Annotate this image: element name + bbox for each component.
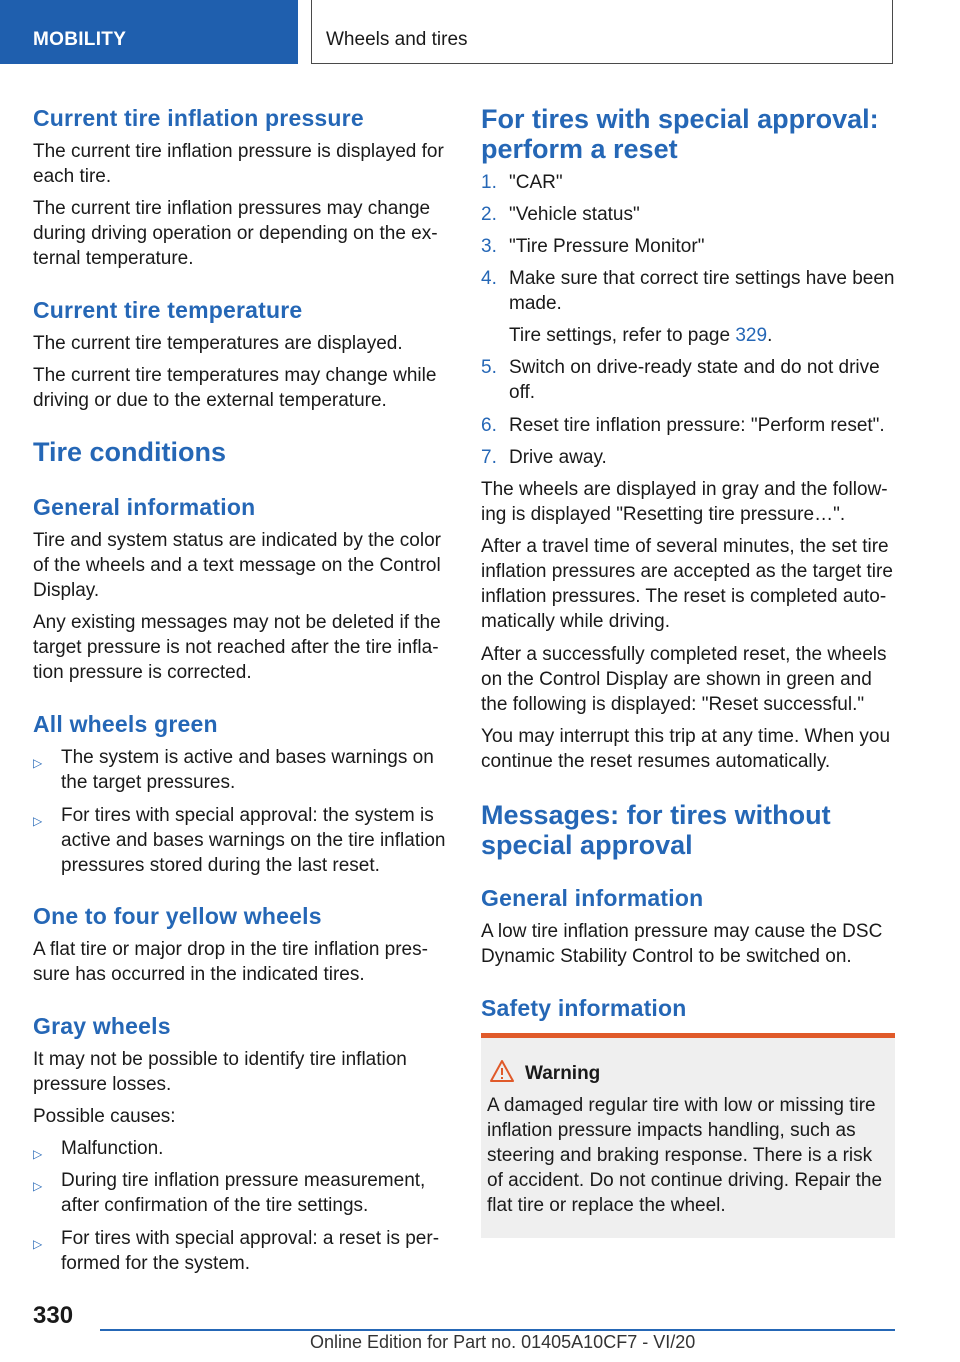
- footer-edition: Online Edition for Part no. 01405A10CF7 - VI/20: [310, 1332, 696, 1352]
- step-text: Switch on drive-ready state and do not drive off.: [509, 357, 880, 403]
- triangle-bullet-icon: ▷: [33, 1237, 43, 1251]
- step-text: "CAR": [509, 172, 563, 193]
- heading-perform-reset: For tires with special approval: perform a reset: [481, 104, 879, 164]
- heading-yellow-wheels: One to four yellow wheels: [33, 903, 322, 929]
- list-item-text: Malfunction.: [61, 1138, 164, 1159]
- step-text: "Tire Pressure Monitor": [509, 236, 705, 257]
- heading-current-temp: Current tire temperature: [33, 297, 303, 323]
- heading-general-info-2: General information: [481, 885, 704, 911]
- page-reference-text: Tire settings, refer to page: [509, 325, 736, 346]
- step-number: 4.: [481, 268, 497, 289]
- step-number: 6.: [481, 415, 497, 436]
- general-info-text: A low tire inflation pressure may cause the DSC Dynamic Stability Control to be switched on.: [481, 921, 883, 967]
- section-title: MOBILITY: [33, 29, 127, 50]
- step-number: 3.: [481, 236, 497, 257]
- warning-title: Warning: [525, 1063, 601, 1084]
- yellow-wheels-text: A flat tire or major drop in the tire inflation pres-sure has occurred in the indicated tires.: [33, 939, 428, 985]
- current-temp-text-2: The current tire temperatures may change while driving or due to the external temperature.: [33, 365, 437, 411]
- reset-text-3: After a successfully completed reset, the wheels on the Control Display are shown in green and the following is displayed: "Reset successful.": [481, 644, 887, 715]
- reset-text-1: The wheels are displayed in gray and the follow-ing is displayed "Resetting tire pressure…".: [481, 479, 888, 525]
- step-text: Make sure that correct tire settings have been made.: [509, 268, 895, 314]
- heading-all-green: All wheels green: [33, 711, 218, 737]
- heading-current-pressure: Current tire inflation pressure: [33, 105, 364, 131]
- current-pressure-text-2: The current tire inflation pressures may change during driving operation or depending on the ex-ternal temperature.: [33, 198, 438, 269]
- heading-messages: Messages: for tires without special approval: [481, 800, 831, 860]
- general-info-text-2: Any existing messages may not be deleted if the target pressure is not reached after the tire infla-tion pressure is corrected.: [33, 612, 441, 683]
- step-text: Drive away.: [509, 447, 607, 468]
- heading-general-info: General information: [33, 494, 256, 520]
- list-item-text: The system is active and bases warnings on the target pressures.: [61, 747, 434, 793]
- possible-causes-text: Possible causes:: [33, 1106, 176, 1127]
- step-number: 1.: [481, 172, 497, 193]
- general-info-text-1: Tire and system status are indicated by the color of the wheels and a text message on the Control Display.: [33, 530, 441, 601]
- gray-wheels-text: It may not be possible to identify tire inflation pressure losses.: [33, 1049, 407, 1095]
- reset-text-2: After a travel time of several minutes, the set tire inflation pressures are accepted as the target tire inflation pressures. The reset is completed auto-matically while driving.: [481, 536, 893, 632]
- triangle-bullet-icon: ▷: [33, 814, 43, 828]
- triangle-bullet-icon: ▷: [33, 1147, 43, 1161]
- list-item-text: For tires with special approval: the system is active and bases warnings on the tire inflation pressures stored during the last reset.: [61, 805, 446, 876]
- triangle-bullet-icon: ▷: [33, 756, 43, 770]
- footer-divider: [100, 1329, 895, 1331]
- step-number: 5.: [481, 357, 497, 378]
- page-link[interactable]: 329: [735, 325, 768, 346]
- heading-safety-info: Safety information: [481, 995, 687, 1021]
- chapter-title: Wheels and tires: [326, 29, 468, 50]
- page-reference-suffix: .: [767, 325, 773, 346]
- heading-gray-wheels: Gray wheels: [33, 1013, 171, 1039]
- triangle-bullet-icon: ▷: [33, 1179, 43, 1193]
- step-text: Reset tire inflation pressure: "Perform reset".: [509, 415, 885, 436]
- current-pressure-text-1: The current tire inflation pressure is displayed for each tire.: [33, 141, 444, 187]
- reset-text-4: You may interrupt this trip at any time. When you continue the reset resumes automatically.: [481, 726, 891, 772]
- chapter-header: [311, 0, 893, 64]
- step-number: 2.: [481, 204, 497, 225]
- step-number: 7.: [481, 447, 497, 468]
- warning-triangle-icon: [489, 1059, 515, 1083]
- page-number: 330: [33, 1302, 74, 1329]
- heading-tire-conditions: Tire conditions: [33, 437, 227, 467]
- list-item-text: During tire inflation pressure measurement, after confirmation of the tire settings.: [61, 1170, 426, 1216]
- step-text: "Vehicle status": [509, 204, 640, 225]
- warning-text: A damaged regular tire with low or missing tire inflation pressure impacts handling, such as steering and braking response. There is a risk of accident. Do not continue driving. Repair the flat tire or replace the wheel.: [487, 1095, 883, 1216]
- warning-bar: [481, 1033, 895, 1038]
- warning-box: [481, 1033, 895, 1238]
- current-temp-text-1: The current tire temperatures are displayed.: [33, 333, 403, 354]
- section-tab: [0, 0, 298, 64]
- list-item-text: For tires with special approval: a reset is per-formed for the system.: [61, 1228, 440, 1274]
